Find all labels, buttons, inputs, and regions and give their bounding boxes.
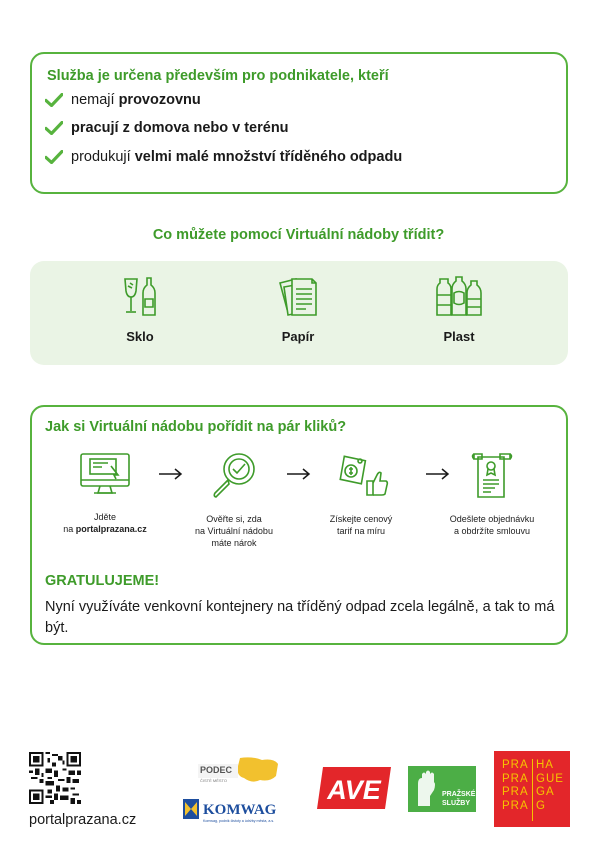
step-caption <box>437 513 547 537</box>
category-label: Papír <box>281 329 315 344</box>
sortable-title: Co můžete pomocí Virtuální nádoby třídit? <box>152 227 445 243</box>
eligibility-item <box>45 120 289 136</box>
how-to-box <box>30 405 568 645</box>
item-text: produkují <box>71 149 135 165</box>
step-caption <box>306 513 416 537</box>
item-text: nemají <box>71 92 119 108</box>
step-get-tariff <box>306 451 416 537</box>
caption-line: máte nárok <box>211 538 257 548</box>
price-tag-thumbs-up-icon <box>333 451 389 499</box>
eligibility-item <box>45 149 402 165</box>
praha-cell: PRA <box>502 799 529 812</box>
category-paper <box>238 275 358 344</box>
praha-cell: PRA <box>502 772 529 785</box>
komwag-logo <box>183 796 303 826</box>
ps-line2: SLUŽBY <box>442 800 470 807</box>
praha-cell: GUE <box>536 772 564 785</box>
praha-logo <box>494 751 570 827</box>
step-check-eligibility <box>179 451 289 549</box>
caption-line: Odešlete objednávku <box>449 514 535 524</box>
ave-text: AVE <box>327 775 381 805</box>
praha-cell: G <box>536 799 546 812</box>
podec-text: PODEC <box>200 765 233 775</box>
caption-line: na <box>63 524 76 534</box>
prazske-sluzby-logo <box>408 766 476 812</box>
plastic-bottles-icon <box>435 275 483 319</box>
praha-grid <box>502 759 564 813</box>
congrats-text: Nyní využíváte venkovní kontejnery na tříděný odpad zcela legálně, a tak to má být. <box>45 599 555 636</box>
paper-documents-icon <box>276 275 320 319</box>
ave-logo <box>317 767 391 809</box>
item-bold: provozovnu <box>118 92 201 108</box>
caption-line: Jděte <box>93 512 117 522</box>
podec-subtext: ČISTÉ MĚSTO <box>200 778 228 783</box>
portal-link[interactable]: portalprazana.cz <box>75 524 147 534</box>
podec-logo <box>196 756 280 786</box>
eligibility-box <box>30 52 568 194</box>
praha-cell: PRA <box>502 759 529 771</box>
how-to-heading: Jak si Virtuální nádobu pořídit na pár kliků? <box>45 419 347 435</box>
step-caption <box>179 513 289 549</box>
portal-url[interactable]: portalprazana.cz <box>29 812 137 828</box>
contract-document-icon <box>470 451 514 499</box>
checkmark-icon <box>45 93 63 107</box>
caption-line: a obdržíte smlouvu <box>453 526 531 536</box>
category-label: Plast <box>443 329 475 344</box>
eligibility-item <box>45 92 201 108</box>
item-bold: pracují z domova nebo v terénu <box>71 120 289 136</box>
step-caption <box>50 511 160 535</box>
caption-line: na Virtuální nádobu <box>195 526 273 536</box>
komwag-text: KOMWAG <box>203 802 277 818</box>
step-send-order <box>437 451 547 537</box>
category-label: Sklo <box>126 329 154 344</box>
qr-code[interactable] <box>29 752 81 804</box>
praha-cell: GA <box>536 786 555 798</box>
eligibility-heading: Služba je určena především pro podnikatele, kteří <box>47 68 389 84</box>
praha-cell: HA <box>536 759 554 771</box>
caption-line: Ověřte si, zda <box>206 514 262 524</box>
caption-line: tarif na míru <box>336 526 385 536</box>
caption-line: Získejte cenový <box>329 514 393 524</box>
checkmark-icon <box>45 150 63 164</box>
category-glass <box>80 275 200 344</box>
checkmark-icon <box>45 121 63 135</box>
item-bold: velmi malé množství tříděného odpadu <box>134 149 403 165</box>
praha-cell: PRA <box>502 786 529 798</box>
step-visit-portal <box>50 451 160 535</box>
category-plastic <box>399 275 519 344</box>
komwag-subtext: Komwag, podnik čistoty a údržby města, a.s. <box>203 819 275 823</box>
sortable-panel <box>30 261 568 365</box>
computer-monitor-icon <box>78 451 132 497</box>
magnifier-check-icon <box>209 451 259 499</box>
glass-bottle-icon <box>118 275 162 319</box>
ps-line1: PRAŽSKÉ <box>442 791 476 798</box>
congrats-title: GRATULUJEME! <box>45 573 160 589</box>
